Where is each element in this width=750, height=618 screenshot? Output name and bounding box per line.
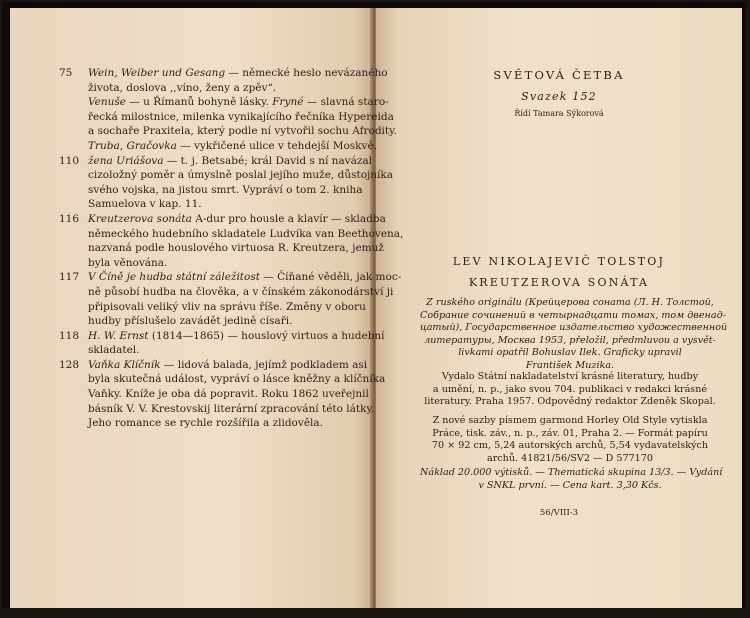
text-line (88, 256, 368, 271)
text-line (88, 183, 368, 198)
text-line: Собрание сочинений в четырнадцати томах, том двенад- (420, 309, 726, 321)
translation-info (420, 297, 728, 373)
text-segment: ně působí hudba na člověka, a v čínském zákonodárství ji (88, 285, 394, 298)
endnotes (59, 66, 404, 431)
endnote-text (88, 329, 385, 358)
text-line: цатый), Государственное издательство художественной (420, 322, 728, 334)
text-segment: řecká milostnice, milenka vynikajícího řečníka Hypereida (88, 110, 394, 123)
text-line: Vydalo Státní nakladatelství krásné literatury, hudby (441, 371, 699, 382)
glossary-term: Venuše (88, 96, 126, 109)
text-line (88, 372, 386, 387)
text-segment: svého vojska, na jistou smrt. Vypráví o tom 2. kniha (88, 183, 363, 196)
glossary-term: Wein, Weiber und Gesang (88, 67, 226, 79)
text-segment: básník V. V. Krestovskij literární zpracování této látky. (88, 402, 375, 415)
text-line (88, 358, 368, 373)
text-line (88, 124, 398, 139)
text-segment: — t. j. Betsabé; král David s ní navázal (163, 154, 373, 167)
text-segment: — Číňané věděli, jak moc- (259, 271, 402, 284)
text-line (88, 285, 394, 300)
text-segment: nazvaná podle houslového virtuosa R. Kreutzera, jemuž (88, 242, 384, 255)
text-line: литературы, Москва 1953, přeložil, předmluvou a vysvět- (424, 334, 716, 346)
text-line (88, 227, 404, 242)
series-title: SVĚTOVÁ ČETBA (493, 68, 625, 82)
endnote-text (88, 154, 394, 212)
text-line (88, 343, 368, 358)
endnote (59, 270, 402, 328)
text-segment: skladatel. (88, 344, 140, 357)
glossary-term: Truba, Gračovka (88, 139, 177, 152)
glossary-term: H. W. Ernst (88, 329, 149, 342)
glossary-term: Vaňka Klíčník (88, 358, 161, 371)
catalog-code: 56/VIII-3 (539, 508, 579, 518)
text-line: 70 × 92 cm, 5,24 autorských archů, 5,54 vydavatelských (431, 440, 709, 452)
text-line (88, 197, 368, 212)
endnote-text (88, 212, 404, 270)
endnote (59, 329, 385, 358)
text-segment: — německé heslo nevázaného (225, 67, 388, 79)
text-line (88, 154, 373, 169)
page-reference: 117 (59, 271, 80, 284)
text-line (88, 387, 368, 402)
series-block (376, 62, 742, 118)
page-reference: 75 (59, 67, 73, 79)
text-line (88, 300, 368, 315)
text-line (88, 95, 389, 110)
text-line (88, 241, 384, 256)
text-segment: — lidová balada, jejímž podkladem asi (160, 358, 368, 371)
text-segment: a sochaře Praxitela, který podle ní vytvořil sochu Afrodity. (88, 125, 398, 138)
glossary-term: Fryné (272, 96, 304, 109)
text-line: František Muzika. (525, 359, 615, 371)
text-line: v SNKL první. — Cena kart. 3,30 Kčs. (478, 479, 662, 491)
endnote-text (88, 358, 386, 431)
text-segment: hudby příslušelo zavádět jedině císaři. (88, 315, 293, 328)
text-line (88, 329, 385, 344)
glossary-term: Kreutzerova sonáta (88, 212, 192, 225)
series-editor: Řídí Tamara Sýkorová (514, 109, 604, 118)
endnote (59, 66, 398, 154)
text-line: livkami opatřil Bohuslav Ilek. Graficky upravil (458, 347, 682, 359)
endnote-text (88, 66, 398, 154)
text-line (88, 270, 402, 285)
text-segment: — slavná staro- (303, 96, 389, 109)
text-line (88, 81, 368, 96)
text-segment: života, doslova ,,víno, ženy a zpěv“. (88, 81, 277, 94)
text-line (88, 314, 368, 329)
page-reference: 110 (59, 154, 80, 167)
text-segment: (1814—1865) — houslový virtuos a hudební (148, 329, 385, 342)
glossary-term: žena Uriášova (88, 154, 164, 167)
publisher-info (420, 371, 720, 409)
text-segment: Jeho romance se rychle rozšířila a zlidověla. (88, 417, 323, 430)
volume-number: Svazek 152 (521, 90, 597, 103)
page-reference: 128 (59, 358, 80, 371)
text-line (88, 66, 388, 81)
text-segment: cizoložný poměr a úmyslně poslal jejího muže, důstojníka (88, 169, 394, 182)
book-author: LEV NIKOLAJEVIČ TOLSTOJ (452, 255, 666, 268)
text-line: Práce, tisk. záv., n. p., záv. 01, Praha 2. — Formát papíru (432, 427, 708, 439)
text-segment: — u Římanů bohyně lásky. (125, 96, 273, 109)
text-line: literatury. Praha 1957. Odpovědný redaktor Zdeněk Skopal. (424, 396, 716, 408)
printing-info (420, 415, 720, 465)
text-segment: připisovali veliký vliv na správu říše. Změny v oboru (88, 300, 366, 313)
text-segment: Vaňky. Kníže je oba dá popravit. Roku 1862 uveřejnil (88, 388, 369, 401)
book-title: KREUTZEROVA SONÁTA (468, 276, 650, 289)
text-line (88, 402, 375, 417)
page-reference: 116 (59, 212, 80, 225)
page-reference: 118 (59, 329, 80, 342)
text-segment: — vykřičené ulice v tehdejší Moskvě. (176, 139, 378, 152)
text-segment: byla skutečná událost, vypráví o lásce kněžny a klíčníka (88, 373, 386, 386)
text-segment: byla věnována. (88, 256, 168, 269)
text-segment: německého hudebního skladatele Ludvíka van Beethovena, (88, 227, 404, 240)
text-line (88, 416, 368, 431)
text-line: Z nové sazby písmem garmond Horley Old Style vytiskla (432, 415, 708, 426)
text-line (88, 110, 394, 125)
endnote (59, 358, 386, 431)
text-line: Náklad 20.000 výtisků. — Thematická skupina 13/3. — Vydání (420, 467, 723, 478)
text-segment: Samuelova v kap. 11. (88, 198, 202, 211)
endnote-text (88, 270, 402, 328)
text-line (88, 168, 394, 183)
endnote (59, 154, 394, 212)
endnote (59, 212, 404, 270)
text-line: archů. 41821/56/SV2 — D 577170 (487, 452, 653, 464)
text-line (88, 139, 378, 154)
text-segment: A-dur pro housle a klavír — skladba (191, 212, 386, 225)
edition-info (420, 467, 723, 492)
text-line: a umění, n. p., jako svou 704. publikaci v redakci krásné (432, 383, 708, 395)
text-line (88, 212, 386, 227)
text-line: Z ruského originálu (Крейцерова соната (Л. Н. Толстой, (426, 297, 714, 308)
glossary-term: V Číně je hudba státní záležitost (88, 271, 260, 284)
